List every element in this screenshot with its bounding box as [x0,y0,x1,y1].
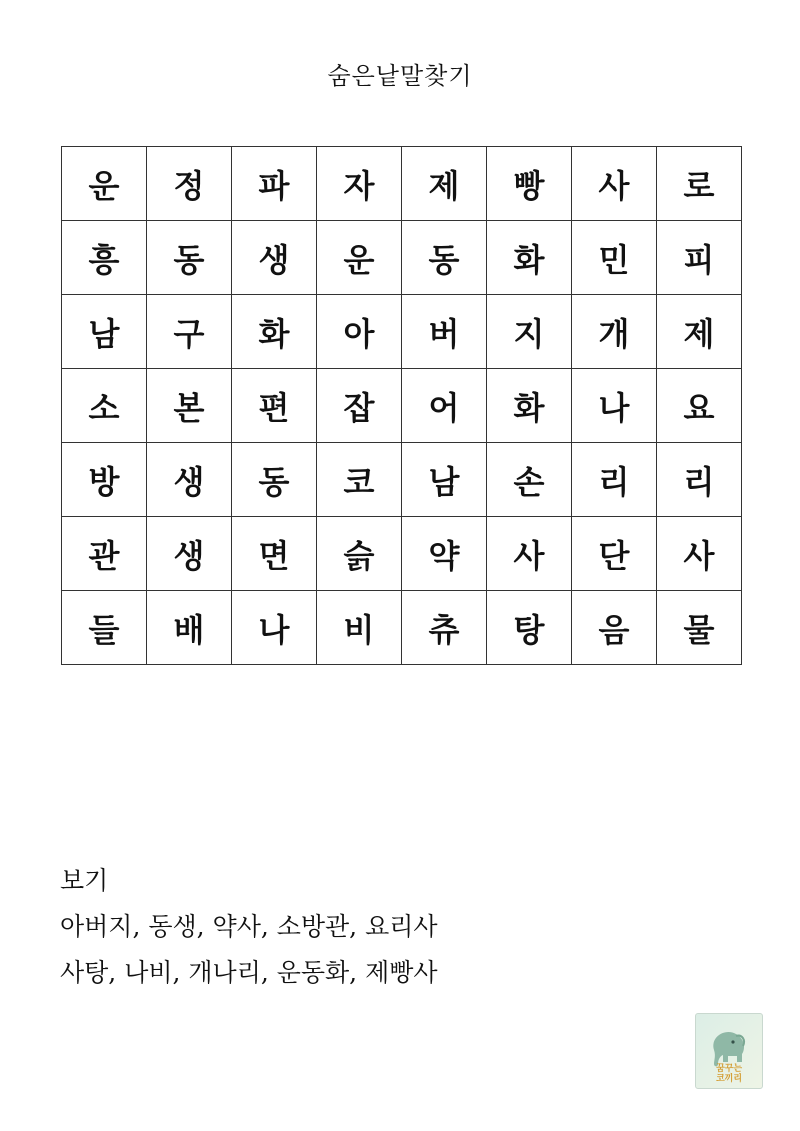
grid-cell: 생 [232,221,317,295]
logo-text: 꿈꾸는 코끼리 [715,1064,743,1084]
grid-cell: 제 [402,147,487,221]
grid-row [62,443,742,517]
grid-cell: 슭 [317,517,402,591]
grid-cell: 리 [657,443,742,517]
grid-cell: 생 [147,517,232,591]
grid-cell: 사 [657,517,742,591]
grid-cell: 코 [317,443,402,517]
grid-cell: 잡 [317,369,402,443]
grid-cell: 제 [657,295,742,369]
word-list-line-2: 사탕, 나비, 개나리, 운동화, 제빵사 [60,958,438,987]
grid-cell: 면 [232,517,317,591]
grid-cell: 본 [147,369,232,443]
grid-cell: 어 [402,369,487,443]
grid-cell: 자 [317,147,402,221]
grid-cell: 로 [657,147,742,221]
grid-cell: 지 [487,295,572,369]
word-list [60,858,438,996]
grid-cell: 피 [657,221,742,295]
grid-row [62,369,742,443]
grid-cell: 소 [62,369,147,443]
grid-cell: 사 [487,517,572,591]
grid-cell: 화 [232,295,317,369]
grid-cell: 물 [657,591,742,665]
grid-cell: 편 [232,369,317,443]
grid-row [62,517,742,591]
grid-cell: 리 [572,443,657,517]
grid-cell: 운 [317,221,402,295]
grid-row [62,147,742,221]
word-list-heading: 보기 [60,866,109,895]
grid-cell: 생 [147,443,232,517]
grid-row [62,295,742,369]
grid-cell: 단 [572,517,657,591]
grid-cell: 관 [62,517,147,591]
grid-cell: 아 [317,295,402,369]
grid-cell: 방 [62,443,147,517]
grid-cell: 츄 [402,591,487,665]
grid-cell: 화 [487,221,572,295]
grid-cell: 손 [487,443,572,517]
grid-cell: 약 [402,517,487,591]
grid-cell: 화 [487,369,572,443]
grid-row [62,221,742,295]
grid-cell: 구 [147,295,232,369]
grid-cell: 들 [62,591,147,665]
grid-cell: 정 [147,147,232,221]
grid-cell: 배 [147,591,232,665]
grid-cell: 파 [232,147,317,221]
grid-cell: 개 [572,295,657,369]
grid-cell: 동 [232,443,317,517]
grid-cell: 나 [232,591,317,665]
grid-cell: 남 [402,443,487,517]
word-list-line-1: 아버지, 동생, 약사, 소방관, 요리사 [60,912,438,941]
grid-cell: 빵 [487,147,572,221]
grid-cell: 동 [402,221,487,295]
grid-cell: 동 [147,221,232,295]
grid-cell: 요 [657,369,742,443]
grid-row [62,591,742,665]
elephant-icon [696,1020,762,1070]
grid-cell: 나 [572,369,657,443]
grid-cell: 탕 [487,591,572,665]
grid-cell: 버 [402,295,487,369]
grid-cell: 흥 [62,221,147,295]
grid-cell: 사 [572,147,657,221]
logo [695,1013,763,1089]
grid-cell: 음 [572,591,657,665]
grid-cell: 남 [62,295,147,369]
word-search-grid [61,146,742,665]
grid-cell: 비 [317,591,402,665]
grid-cell: 민 [572,221,657,295]
grid-cell: 운 [62,147,147,221]
page-title: 숨은낱말찾기 [327,62,473,90]
